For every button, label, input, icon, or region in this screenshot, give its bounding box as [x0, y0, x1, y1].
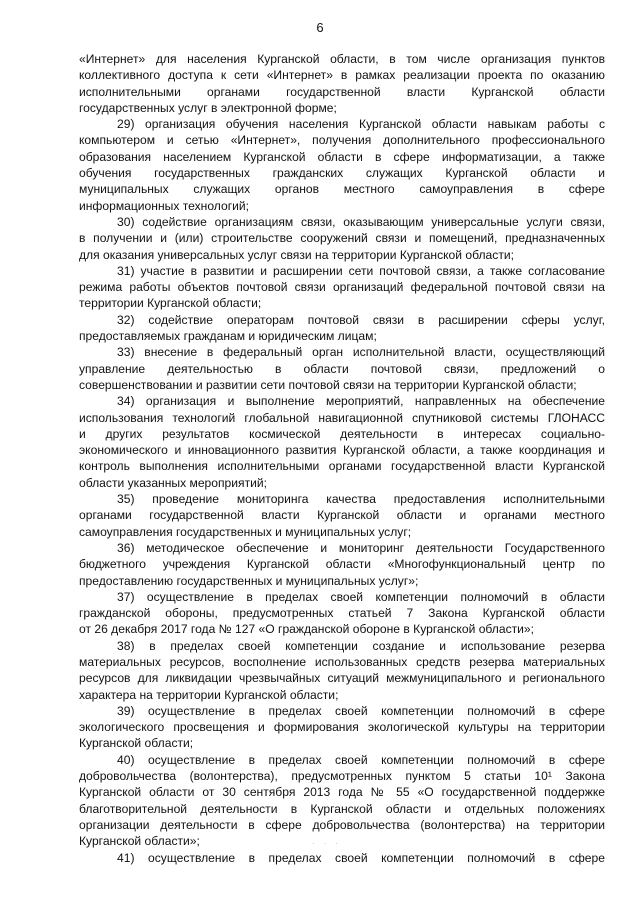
paragraph: [79, 344, 605, 393]
page-number: 6: [316, 20, 324, 35]
text-line: экономического и инновационного развития Курганской области, а также координация и: [79, 443, 605, 458]
text-line: компьютером и сетью «Интернет», получения дополнительного профессионального: [79, 133, 605, 148]
text-line: бюджетного учреждения Курганской области «Многофункциональный центр по: [79, 557, 605, 572]
text-line: самоуправления государственных и муниципальных услуг;: [79, 524, 412, 539]
paragraph: [79, 312, 605, 345]
text-line: организации деятельности в сфере добровольчества (волонтерства) на территории: [79, 817, 605, 832]
text-line: ресурсов для ликвидации чрезвычайных ситуаций межмуниципального и регионального: [79, 671, 605, 686]
text-line: предоставляемых гражданам и юридическим лицам;: [79, 329, 377, 344]
scan-artifact: · · ·: [312, 838, 341, 848]
text-line: использования технологий глобальной навигационной спутниковой системы ГЛОНАСС: [79, 410, 605, 425]
text-line: 36) методическое обеспечение и мониторинг деятельности Государственного: [117, 540, 605, 555]
paragraph: [79, 263, 605, 312]
paragraph: [79, 51, 605, 116]
text-line: 31) участие в развитии и расширении сети почтовой связи, а также согласование: [117, 263, 605, 278]
text-line: муниципальных служащих органов местного самоуправления в сфере: [79, 182, 605, 197]
text-line: образования населением Курганской области в сфере информатизации, а также: [79, 149, 605, 164]
text-line: 35) проведение мониторинга качества предоставления исполнительными: [117, 492, 605, 507]
text-line: управление деятельностью в области почтовой связи, предложений о: [79, 361, 605, 376]
text-line: контроль выполнения исполнительными органами государственной власти Курганской: [79, 459, 605, 474]
text-line: 40) осуществление в пределах своей компетенции полномочий в сфере: [117, 752, 605, 767]
text-line: 32) содействие операторам почтовой связи в расширении сферы услуг,: [117, 312, 605, 327]
text-line: Курганской области от 30 сентября 2013 года № 55 «О государственной поддержке: [79, 785, 605, 800]
paragraph: [79, 703, 605, 752]
text-line: «Интернет» для населения Курганской области, в том числе организация пунктов: [79, 52, 605, 66]
paragraph: [79, 589, 605, 638]
text-line: гражданской обороны, предусмотренных статьей 7 Закона Курганской области: [79, 606, 605, 621]
text-line: в получении и (или) строительстве сооружений связи и помещений, предназначенных: [79, 231, 605, 246]
paragraph: [79, 393, 605, 491]
text-line: области указанных мероприятий;: [79, 475, 267, 490]
text-line: от 26 декабря 2017 года № 127 «О гражданской обороне в Курганской области»;: [79, 622, 535, 637]
paragraph: [79, 116, 605, 214]
text-line: коллективного доступа к сети «Интернет» в рамках реализации проекта по оказанию: [79, 68, 605, 83]
text-line: обучения государственных гражданских служащих Курганской области и: [79, 166, 605, 181]
text-line: 37) осуществление в пределах своей компетенции полномочий в области: [117, 589, 605, 604]
text-line: 39) осуществление в пределах своей компетенции полномочий в сфере: [117, 703, 605, 718]
text-line: режима работы объектов почтовой связи организаций федеральной почтовой связи на: [79, 280, 605, 295]
text-line: добровольчества (волонтерства), предусмотренных пунктом 5 статьи 10¹ Закона: [79, 769, 605, 784]
text-line: Курганской области;: [79, 736, 194, 751]
paragraph: [79, 540, 605, 589]
text-line: 38) в пределах своей компетенции создание и использование резерва: [117, 638, 605, 653]
paragraph: [79, 491, 605, 540]
paragraph: [79, 752, 605, 850]
text-line: экологического просвещения и формирования экологической культуры на территории: [79, 720, 605, 735]
text-line: материальных ресурсов, восполнение использованных средств резерва материальных: [79, 654, 605, 669]
text-line: 29) организация обучения населения Курганской области навыкам работы с: [117, 117, 605, 132]
text-line: государственных услуг в электронной форме;: [79, 100, 337, 115]
text-line: информационных технологий;: [79, 198, 249, 213]
text-line: Курганской области»;: [79, 834, 200, 849]
text-line: для оказания универсальных услуг связи на территории Курганской области;: [79, 247, 514, 262]
paragraph: [79, 638, 605, 703]
text-line: 33) внесение в федеральный орган исполнительной власти, осуществляющий: [117, 345, 605, 360]
text-line: 34) организация и выполнение мероприятий, направленных на обеспечение: [117, 394, 605, 409]
text-line: предоставлению государственных и муниципальных услуг»;: [79, 573, 419, 588]
text-line: совершенствовании и развитии сети почтовой связи на территории Курганской области;: [79, 377, 577, 392]
text-line: 30) содействие организациям связи, оказывающим универсальные услуги связи,: [117, 214, 605, 229]
text-line: территории Курганской области;: [79, 296, 262, 311]
text-line: благотворительной деятельности в Курганской области и отдельных положениях: [79, 801, 605, 816]
text-line: и других результатов космической деятельности в интересах социально-: [79, 426, 605, 441]
text-line: исполнительными органами государственной власти Курганской области: [79, 84, 605, 99]
text-line: 41) осуществление в пределах своей компетенции полномочий в сфере: [117, 850, 605, 865]
paragraph: [79, 214, 605, 263]
document-body: [79, 51, 605, 866]
text-line: характера на территории Курганской области;: [79, 687, 339, 702]
text-line: органами государственной власти Курганской области и органами местного: [79, 508, 605, 523]
